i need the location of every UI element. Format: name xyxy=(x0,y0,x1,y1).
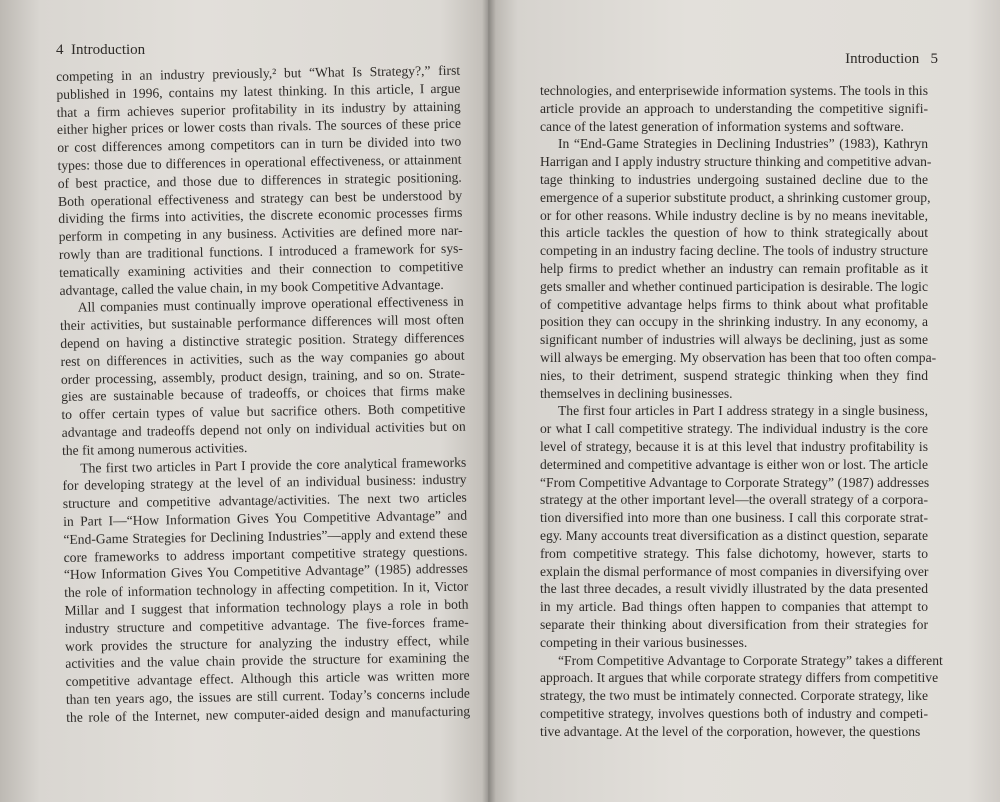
text-line: for developing strategy at the level of an individual business: industry xyxy=(62,471,467,494)
text-line: approach. It argues that while corporate strategy differs from competitive xyxy=(540,670,939,686)
text-line: than ten years ago, the issues are still current. Today’s concerns include xyxy=(65,685,470,707)
right-page xyxy=(488,0,1000,802)
text-line: competing in their various businesses. xyxy=(540,634,748,650)
text-line: In “End-Game Strategies in Declining Industries” (1983), Kathryn xyxy=(558,136,928,152)
text-line: “From Competitive Advantage to Corporate Strategy” (1987) addresses xyxy=(540,474,930,490)
text-line: tage thinking to industries undergoing sustained decline due to the xyxy=(540,171,928,187)
text-line: strategy, the two must be intimately connected. Corporate strategy, like xyxy=(540,688,928,704)
text-line: The first two articles in Part I provide the core analytical frameworks xyxy=(80,454,467,476)
text-line: that a firm achieves superior profitability in its industry by attaining xyxy=(56,98,461,120)
text-line: competing in an industry facing decline. The tools of industry structure xyxy=(540,243,928,259)
text-line: egy. Many accounts treat diversification as a distinct question, separate xyxy=(540,527,928,543)
text-line: of best practice, and those due to differences in strategic positioning. xyxy=(57,169,462,191)
text-line: or what I call competitive strategy. The individual industry is the core xyxy=(540,421,928,437)
text-line: the last three decades, a result vividly illustrated by the data presented xyxy=(540,581,928,597)
text-line: competitive strategy, involves questions both of industry and competi- xyxy=(540,705,928,721)
text-line: “How Information Gives You Competitive Advantage” (1985) addresses xyxy=(63,560,469,583)
text-line: separate their thinking about diversification from their strategies for xyxy=(540,616,928,632)
right-page-body-text xyxy=(540,82,943,740)
left-page-body-text xyxy=(56,62,470,727)
text-line: rowly than are traditional functions. I introduced a framework for sys- xyxy=(58,240,463,262)
text-line: advantage, called the value chain, in my book Competitive Advantage. xyxy=(59,276,444,298)
text-line: strategy at the other important level—the overall strategy of a corpora- xyxy=(540,492,928,508)
text-line: order processing, assembly, product design, training, and so on. Strate- xyxy=(60,365,465,387)
right-page-header xyxy=(845,51,938,68)
text-line: industry structure and competitive advantage. The five-forces frame- xyxy=(64,614,469,636)
text-line: All companies must continually improve operational effectiveness in xyxy=(77,293,464,316)
text-line: structure and competitive advantage/activities. The next two articles xyxy=(62,489,467,512)
text-line: published in 1996, contains my latest thinking. In this article, I argue xyxy=(56,80,461,102)
text-line: determined and competitive advantage is either won or lost. The article xyxy=(540,456,928,472)
text-line: “From Competitive Advantage to Corporate Strategy” takes a different xyxy=(558,652,943,668)
text-line: or for other reasons. While industry decline is by no means inevitable, xyxy=(540,207,928,223)
book-gutter xyxy=(482,0,496,802)
left-page-running-title: Introduction xyxy=(71,42,146,58)
text-line: significant number of industries will always be declining, just as some xyxy=(540,332,928,348)
text-line: Harrigan and I apply industry structure thinking and competitive advan- xyxy=(540,154,932,170)
text-line: the role of the Internet, new computer-aided design and manufacturing xyxy=(66,703,471,725)
text-line: depend on having a distinctive strategic position. Strategy differences xyxy=(60,329,465,351)
text-line: Both operational effectiveness and strategy can best be understood by xyxy=(57,187,463,209)
text-line: gies are sustainable because of tradeoffs, or choices that firms make xyxy=(61,382,466,405)
text-line: competing in an industry previously,² but “What Is Strategy?,” first xyxy=(56,62,461,84)
text-line: technologies, and enterprisewide information systems. The tools in this xyxy=(540,83,928,98)
text-line: help firms to predict whether an industry can remain profitable as it xyxy=(540,260,928,276)
text-line: the role of information technology in affecting competition. In it, Victor xyxy=(64,578,469,601)
text-line: gets smaller and whether continued participation is desirable. The logic xyxy=(540,278,928,294)
text-line: Millar and I suggest that information technology plays a role in both xyxy=(64,596,469,618)
text-line: activities and the value chain provide the structure for examining the xyxy=(65,649,470,672)
text-line: nies, to their detriment, suspend strategic thinking when they find xyxy=(540,367,928,383)
text-line: tematically examining activities and their connection to competitive xyxy=(59,258,464,280)
text-line: cance of the latest generation of information systems and software. xyxy=(540,118,904,134)
text-line: the fit among numerous activities. xyxy=(61,439,248,458)
text-line: themselves in declining businesses. xyxy=(540,385,733,401)
text-line: level of strategy, because it is at this level that industry profitability is xyxy=(540,438,928,454)
text-line: this article tackles the question of how to think strategically about xyxy=(540,225,928,241)
text-line: their activities, but sustainable performance differences will most often xyxy=(59,311,465,334)
right-page-running-title: Introduction xyxy=(845,51,920,67)
text-line: The first four articles in Part I address strategy in a single business, xyxy=(558,403,928,419)
text-line: tion diversified into more than one business. I call this corporate strat- xyxy=(540,510,928,526)
text-line: dividing the firms into activities, the discrete economic processes firms xyxy=(58,205,463,227)
text-line: work provides the structure for analyzing the industry effect, while xyxy=(64,632,470,654)
text-line: in Part I—“How Information Gives You Competitive Advantage” and xyxy=(63,507,468,529)
left-page xyxy=(0,0,490,802)
text-line: emergence of a superior substitute product, a shrinking customer group, xyxy=(540,189,931,205)
text-line: tive advantage. At the level of the corporation, however, the questions xyxy=(540,723,921,739)
text-line: rest on differences in activities, such as the way companies go about xyxy=(60,347,465,369)
text-line: to offer certain types of value but sacrifice others. Both competitive xyxy=(61,400,466,423)
text-line: from competitive strategy. This false dichotomy, however, starts to xyxy=(540,545,928,561)
text-line: types: those due to differences in operational effectiveness, or attainment xyxy=(57,151,462,173)
text-line: competitive advantage effect. Although this article was written more xyxy=(65,667,470,690)
text-line: article provide an approach to understanding the competitive signifi- xyxy=(540,100,928,116)
left-page-number: 4 xyxy=(56,42,64,58)
text-line: “End-Game Strategies for Declining Industries”—apply and extend these xyxy=(63,525,468,547)
text-line: perform in competing in any business. Activities are defined more nar- xyxy=(58,222,463,245)
text-line: position they can occupy in the shrinking industry. In any economy, a xyxy=(540,314,928,330)
text-line: either higher prices or lower costs than rivals. The sources of these price xyxy=(56,116,462,138)
text-line: in my article. Bad things often happen to companies that attempt to xyxy=(540,599,928,615)
text-line: core frameworks to address important competitive strategy questions. xyxy=(63,543,468,565)
text-line: advantage and tradeoffs depend not only on individual activities but on xyxy=(61,418,466,440)
text-line: will always be emerging. My observation has been that too often compa- xyxy=(540,349,937,365)
text-line: of competitive advantage helps firms to think about what profitable xyxy=(540,296,928,312)
text-line: explain the dismal performance of most companies in diversifying over xyxy=(540,563,929,579)
left-page-header xyxy=(56,42,145,59)
text-line: or cost differences among competitors can in turn be divided into two xyxy=(57,133,462,156)
right-page-number: 5 xyxy=(930,51,938,67)
